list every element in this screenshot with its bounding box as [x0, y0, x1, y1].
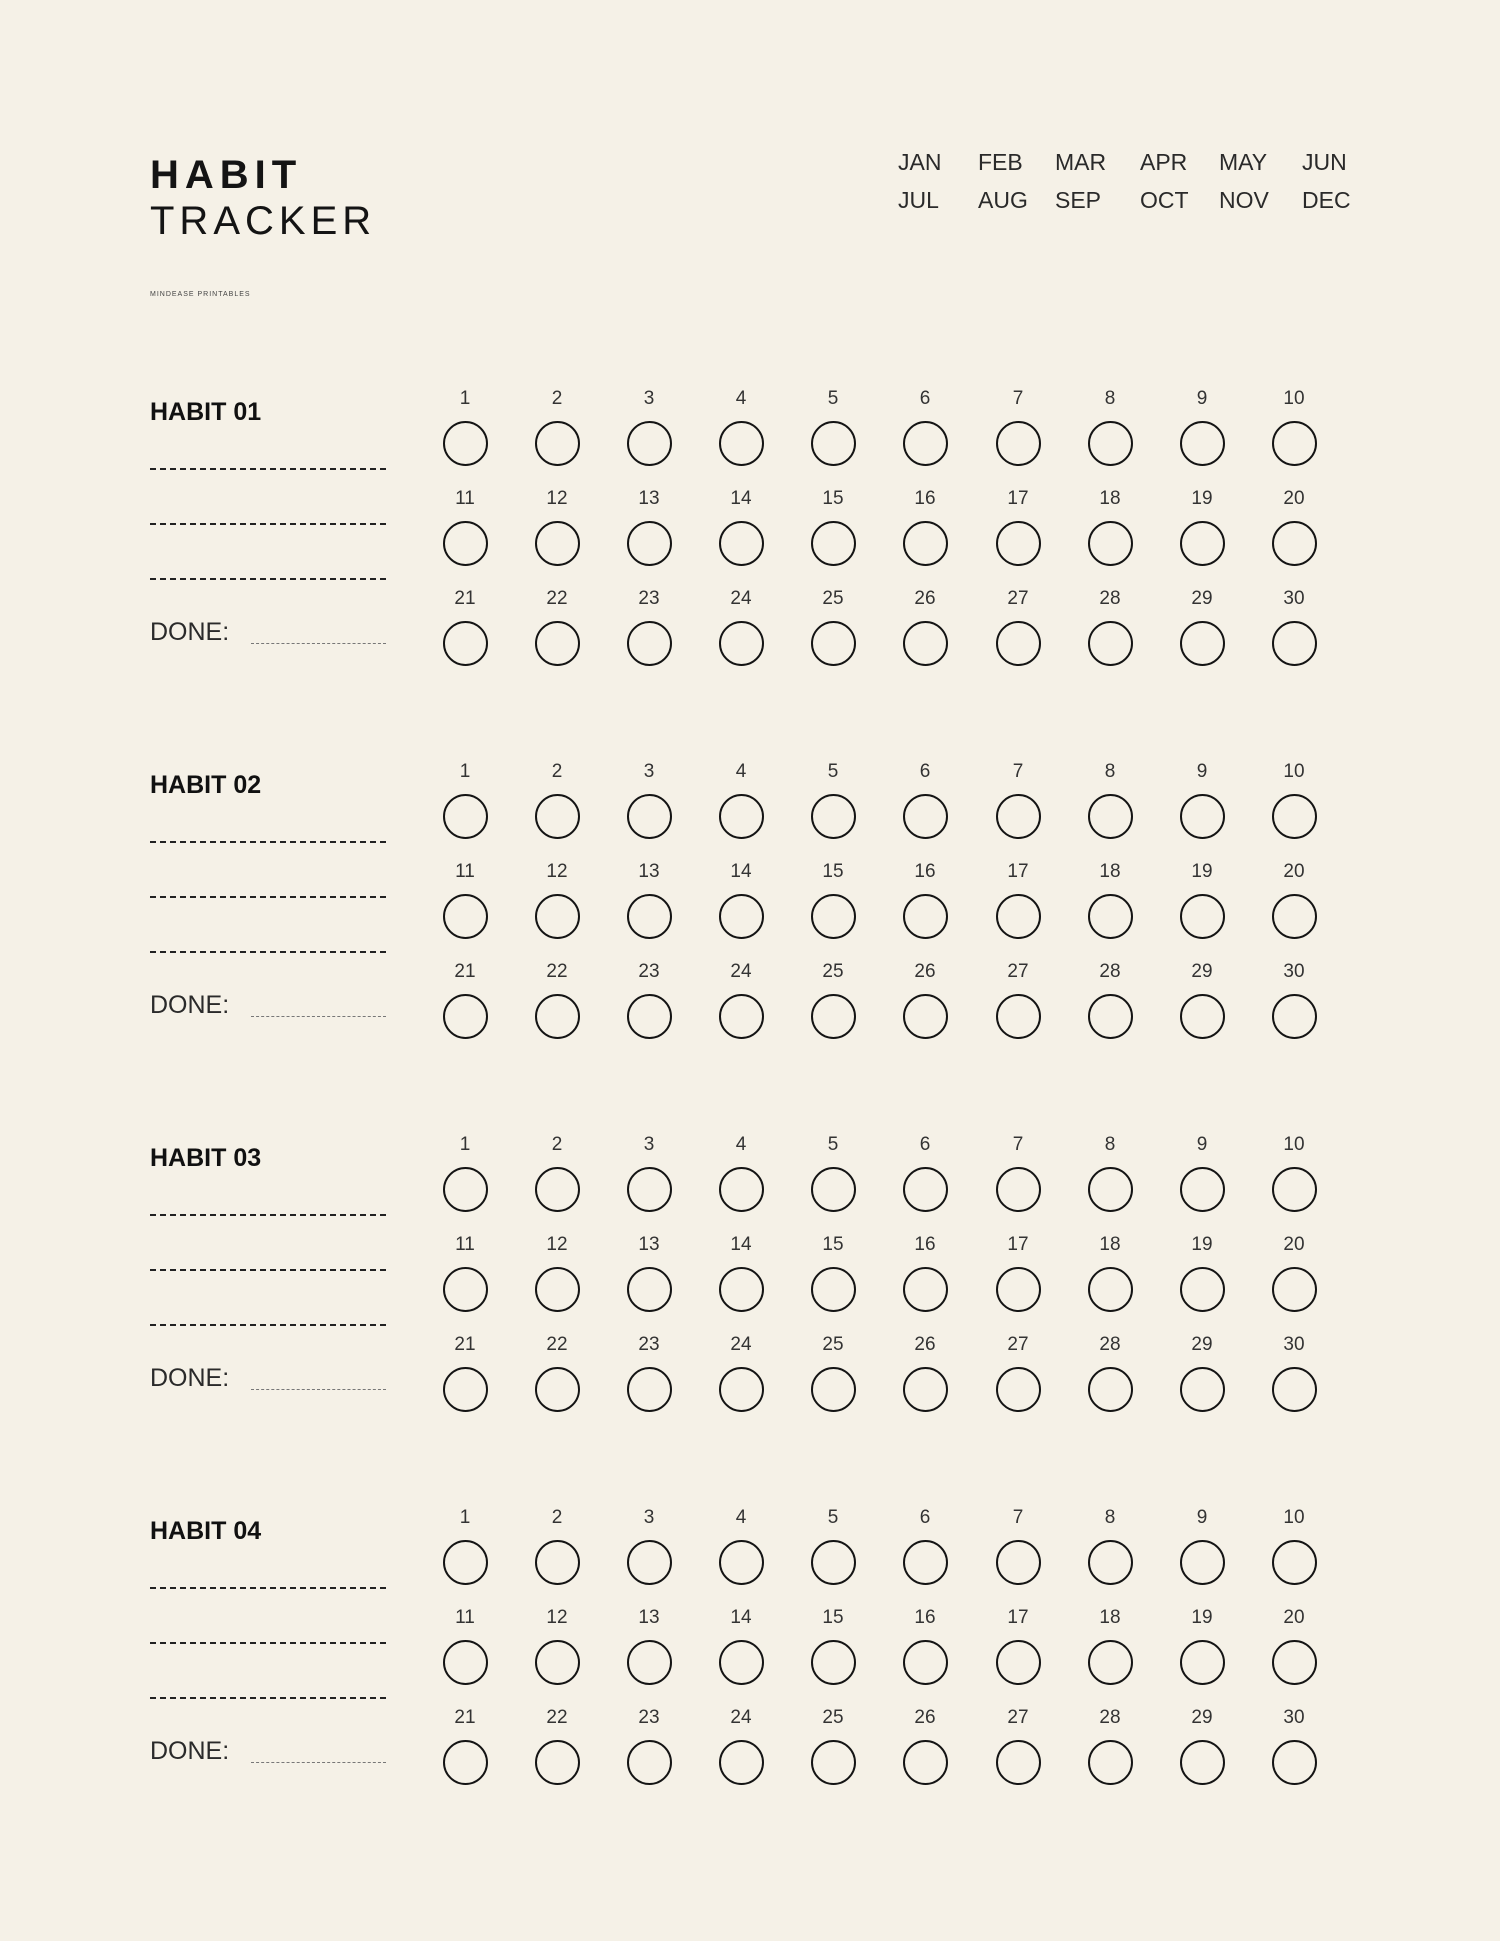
day-number: 5	[827, 388, 839, 409]
title-block	[150, 152, 376, 244]
day-checkbox-circle[interactable]	[996, 621, 1041, 666]
day-number: 22	[546, 588, 568, 609]
month-sep[interactable]: SEP	[1055, 187, 1102, 213]
day-number: 24	[730, 1334, 752, 1355]
day-number: 5	[827, 761, 839, 782]
day-number: 2	[551, 1134, 563, 1155]
habit-note-line-1[interactable]	[150, 1214, 386, 1216]
day-checkbox-circle[interactable]	[996, 794, 1041, 839]
day-checkbox-circle[interactable]	[1088, 1540, 1133, 1585]
day-number: 26	[914, 1707, 936, 1728]
day-number: 15	[822, 1607, 844, 1628]
day-number: 9	[1196, 761, 1208, 782]
habit-note-line-3[interactable]	[150, 951, 386, 953]
day-number: 20	[1283, 1234, 1305, 1255]
day-checkbox-circle[interactable]	[535, 521, 580, 566]
day-checkbox-circle[interactable]	[535, 1267, 580, 1312]
day-number: 19	[1191, 1234, 1213, 1255]
month-feb[interactable]: FEB	[978, 149, 1023, 175]
day-number: 6	[919, 761, 931, 782]
month-oct[interactable]: OCT	[1140, 187, 1189, 213]
day-checkbox-circle[interactable]	[903, 1167, 948, 1212]
day-checkbox-circle[interactable]	[903, 894, 948, 939]
day-checkbox-circle[interactable]	[1088, 794, 1133, 839]
day-number: 15	[822, 1234, 844, 1255]
day-number: 30	[1283, 1334, 1305, 1355]
day-number: 23	[638, 961, 660, 982]
day-checkbox-circle[interactable]	[1180, 521, 1225, 566]
done-label: DONE:	[150, 1737, 230, 1765]
day-checkbox-circle[interactable]	[535, 994, 580, 1039]
day-number: 6	[919, 388, 931, 409]
day-checkbox-circle[interactable]	[535, 1167, 580, 1212]
habit-note-line-2[interactable]	[150, 523, 386, 525]
day-checkbox-circle[interactable]	[903, 421, 948, 466]
day-number: 10	[1283, 388, 1305, 409]
day-checkbox-circle[interactable]	[903, 1540, 948, 1585]
day-checkbox-circle[interactable]	[443, 621, 488, 666]
page-title-tracker: TRACKER	[150, 199, 377, 243]
day-number: 2	[551, 388, 563, 409]
day-number: 4	[735, 388, 747, 409]
habit-title: HABIT 02	[150, 771, 262, 799]
day-checkbox-circle[interactable]	[443, 1167, 488, 1212]
habit-note-line-1[interactable]	[150, 468, 386, 470]
day-number: 11	[455, 861, 475, 882]
day-checkbox-circle[interactable]	[719, 521, 764, 566]
day-checkbox-circle[interactable]	[1272, 794, 1317, 839]
day-checkbox-circle[interactable]	[903, 1740, 948, 1785]
day-number: 27	[1007, 588, 1029, 609]
month-selector	[898, 148, 1362, 215]
day-checkbox-circle[interactable]	[1180, 1740, 1225, 1785]
done-label: DONE:	[150, 991, 230, 1019]
day-number: 25	[822, 961, 844, 982]
day-number: 17	[1007, 1234, 1029, 1255]
habit-note-line-3[interactable]	[150, 1697, 386, 1699]
day-checkbox-circle[interactable]	[719, 1640, 764, 1685]
day-checkbox-circle[interactable]	[719, 1540, 764, 1585]
day-number: 21	[454, 1334, 476, 1355]
day-checkbox-circle[interactable]	[903, 994, 948, 1039]
day-checkbox-circle[interactable]	[996, 421, 1041, 466]
day-checkbox-circle[interactable]	[1272, 1267, 1317, 1312]
day-number: 14	[730, 1234, 752, 1255]
done-input-line[interactable]	[251, 1762, 386, 1763]
day-checkbox-circle[interactable]	[996, 1640, 1041, 1685]
day-number: 22	[546, 961, 568, 982]
day-checkbox-circle[interactable]	[535, 1540, 580, 1585]
day-number: 12	[546, 1234, 568, 1255]
day-number: 2	[551, 1507, 563, 1528]
day-number: 28	[1099, 1707, 1121, 1728]
day-checkbox-circle[interactable]	[1180, 1367, 1225, 1412]
day-checkbox-circle[interactable]	[1180, 621, 1225, 666]
done-label: DONE:	[150, 618, 230, 646]
day-checkbox-circle[interactable]	[811, 794, 856, 839]
day-number: 12	[546, 861, 568, 882]
day-number: 1	[459, 388, 471, 409]
day-checkbox-circle[interactable]	[811, 1367, 856, 1412]
day-checkbox-circle[interactable]	[1088, 1367, 1133, 1412]
day-number: 7	[1012, 388, 1024, 409]
day-number: 11	[455, 488, 475, 509]
day-number: 24	[730, 1707, 752, 1728]
day-number: 19	[1191, 1607, 1213, 1628]
done-label: DONE:	[150, 1364, 230, 1392]
day-number: 23	[638, 588, 660, 609]
habit-section-02	[0, 761, 1500, 1071]
day-checkbox-circle[interactable]	[1088, 521, 1133, 566]
day-number: 21	[454, 1707, 476, 1728]
day-checkbox-circle[interactable]	[1180, 1167, 1225, 1212]
day-checkbox-circle[interactable]	[996, 1740, 1041, 1785]
day-number: 16	[914, 1234, 936, 1255]
day-number: 12	[546, 488, 568, 509]
day-number: 7	[1012, 1134, 1024, 1155]
habit-title: HABIT 04	[150, 1517, 262, 1545]
day-checkbox-circle[interactable]	[1180, 794, 1225, 839]
day-checkbox-circle[interactable]	[1088, 994, 1133, 1039]
habit-note-line-3[interactable]	[150, 578, 386, 580]
day-number: 20	[1283, 488, 1305, 509]
day-checkbox-circle[interactable]	[719, 1267, 764, 1312]
day-checkbox-circle[interactable]	[443, 794, 488, 839]
day-number: 3	[643, 761, 655, 782]
day-checkbox-circle[interactable]	[1180, 994, 1225, 1039]
day-number: 3	[643, 388, 655, 409]
day-checkbox-circle[interactable]	[535, 1367, 580, 1412]
habit-note-line-3[interactable]	[150, 1324, 386, 1326]
day-number: 22	[546, 1334, 568, 1355]
day-checkbox-circle[interactable]	[535, 894, 580, 939]
day-checkbox-circle[interactable]	[811, 1640, 856, 1685]
month-jul[interactable]: JUL	[898, 187, 939, 213]
habit-note-line-2[interactable]	[150, 1642, 386, 1644]
day-number: 15	[822, 488, 844, 509]
day-checkbox-circle[interactable]	[1180, 421, 1225, 466]
day-checkbox-circle[interactable]	[719, 621, 764, 666]
day-number: 20	[1283, 1607, 1305, 1628]
day-number: 23	[638, 1334, 660, 1355]
day-checkbox-circle[interactable]	[627, 421, 672, 466]
done-input-line[interactable]	[251, 1016, 386, 1017]
day-checkbox-circle[interactable]	[1272, 1167, 1317, 1212]
day-checkbox-circle[interactable]	[811, 894, 856, 939]
done-input-line[interactable]	[251, 643, 386, 644]
day-checkbox-circle[interactable]	[719, 1740, 764, 1785]
day-number: 16	[914, 1607, 936, 1628]
day-checkbox-circle[interactable]	[719, 794, 764, 839]
month-jun[interactable]: JUN	[1302, 149, 1347, 175]
month-jan[interactable]: JAN	[898, 149, 942, 175]
day-checkbox-circle[interactable]	[443, 1540, 488, 1585]
day-number: 29	[1191, 1707, 1213, 1728]
page-title-habit: HABIT	[150, 153, 303, 197]
day-checkbox-circle[interactable]	[719, 421, 764, 466]
day-number: 29	[1191, 961, 1213, 982]
day-number: 10	[1283, 1134, 1305, 1155]
day-checkbox-circle[interactable]	[627, 1267, 672, 1312]
day-checkbox-circle[interactable]	[1088, 421, 1133, 466]
day-number: 20	[1283, 861, 1305, 882]
month-mar[interactable]: MAR	[1055, 149, 1107, 175]
day-number: 19	[1191, 861, 1213, 882]
day-number: 6	[919, 1507, 931, 1528]
day-checkbox-circle[interactable]	[996, 1267, 1041, 1312]
day-checkbox-circle[interactable]	[627, 621, 672, 666]
day-checkbox-circle[interactable]	[443, 994, 488, 1039]
day-number: 9	[1196, 388, 1208, 409]
day-number: 1	[459, 761, 471, 782]
day-number: 10	[1283, 761, 1305, 782]
day-number: 13	[638, 1234, 660, 1255]
day-checkbox-circle[interactable]	[1272, 1640, 1317, 1685]
day-checkbox-circle[interactable]	[996, 1167, 1041, 1212]
day-number: 6	[919, 1134, 931, 1155]
day-checkbox-circle[interactable]	[627, 1367, 672, 1412]
day-number: 17	[1007, 488, 1029, 509]
day-checkbox-circle[interactable]	[1088, 1740, 1133, 1785]
day-checkbox-circle[interactable]	[627, 1640, 672, 1685]
habit-note-line-2[interactable]	[150, 1269, 386, 1271]
day-number: 5	[827, 1507, 839, 1528]
day-number: 3	[643, 1507, 655, 1528]
day-number: 22	[546, 1707, 568, 1728]
day-checkbox-circle[interactable]	[719, 994, 764, 1039]
day-checkbox-circle[interactable]	[903, 1267, 948, 1312]
month-aug[interactable]: AUG	[978, 187, 1028, 213]
day-number: 30	[1283, 1707, 1305, 1728]
day-checkbox-circle[interactable]	[811, 994, 856, 1039]
day-number: 28	[1099, 961, 1121, 982]
habit-note-line-1[interactable]	[150, 1587, 386, 1589]
day-number: 4	[735, 1134, 747, 1155]
day-checkbox-circle[interactable]	[1088, 621, 1133, 666]
day-checkbox-circle[interactable]	[627, 1540, 672, 1585]
day-number: 29	[1191, 1334, 1213, 1355]
done-input-line[interactable]	[251, 1389, 386, 1390]
day-checkbox-circle[interactable]	[443, 521, 488, 566]
day-checkbox-circle[interactable]	[1272, 894, 1317, 939]
day-checkbox-circle[interactable]	[443, 1367, 488, 1412]
day-number: 3	[643, 1134, 655, 1155]
day-number: 29	[1191, 588, 1213, 609]
day-checkbox-circle[interactable]	[719, 1367, 764, 1412]
day-number: 25	[822, 1334, 844, 1355]
day-checkbox-circle[interactable]	[627, 794, 672, 839]
day-number: 21	[454, 588, 476, 609]
day-checkbox-circle[interactable]	[719, 894, 764, 939]
day-number: 21	[454, 961, 476, 982]
day-number: 30	[1283, 588, 1305, 609]
day-number: 16	[914, 488, 936, 509]
day-number: 27	[1007, 1334, 1029, 1355]
day-checkbox-circle[interactable]	[1180, 894, 1225, 939]
month-may[interactable]: MAY	[1219, 149, 1268, 175]
day-checkbox-circle[interactable]	[1180, 1640, 1225, 1685]
habit-title: HABIT 01	[150, 398, 262, 426]
day-number: 1	[459, 1134, 471, 1155]
day-number: 27	[1007, 1707, 1029, 1728]
day-number: 9	[1196, 1134, 1208, 1155]
month-dec[interactable]: DEC	[1302, 187, 1351, 213]
day-checkbox-circle[interactable]	[811, 1540, 856, 1585]
day-checkbox-circle[interactable]	[443, 1740, 488, 1785]
day-checkbox-circle[interactable]	[627, 894, 672, 939]
day-number: 8	[1104, 1507, 1116, 1528]
day-number: 18	[1099, 861, 1121, 882]
day-checkbox-circle[interactable]	[1088, 1267, 1133, 1312]
day-number: 14	[730, 1607, 752, 1628]
day-number: 18	[1099, 488, 1121, 509]
day-checkbox-circle[interactable]	[903, 794, 948, 839]
habit-section-03	[0, 1134, 1500, 1444]
day-checkbox-circle[interactable]	[627, 521, 672, 566]
day-checkbox-circle[interactable]	[903, 1640, 948, 1685]
day-number: 5	[827, 1134, 839, 1155]
day-number: 17	[1007, 861, 1029, 882]
day-checkbox-circle[interactable]	[1272, 1540, 1317, 1585]
day-checkbox-circle[interactable]	[443, 1640, 488, 1685]
habit-note-line-1[interactable]	[150, 841, 386, 843]
day-checkbox-circle[interactable]	[627, 1167, 672, 1212]
day-number: 8	[1104, 1134, 1116, 1155]
day-checkbox-circle[interactable]	[1180, 1540, 1225, 1585]
day-checkbox-circle[interactable]	[996, 1540, 1041, 1585]
month-apr[interactable]: APR	[1140, 149, 1188, 175]
day-checkbox-circle[interactable]	[811, 1740, 856, 1785]
day-checkbox-circle[interactable]	[996, 521, 1041, 566]
day-number: 9	[1196, 1507, 1208, 1528]
day-checkbox-circle[interactable]	[996, 994, 1041, 1039]
day-number: 7	[1012, 761, 1024, 782]
day-checkbox-circle[interactable]	[1272, 994, 1317, 1039]
day-number: 18	[1099, 1607, 1121, 1628]
day-number: 11	[455, 1607, 475, 1628]
day-number: 19	[1191, 488, 1213, 509]
day-number: 16	[914, 861, 936, 882]
day-checkbox-circle[interactable]	[811, 521, 856, 566]
day-checkbox-circle[interactable]	[627, 994, 672, 1039]
day-checkbox-circle[interactable]	[1272, 421, 1317, 466]
day-checkbox-circle[interactable]	[811, 1267, 856, 1312]
day-number: 4	[735, 761, 747, 782]
day-number: 13	[638, 488, 660, 509]
day-checkbox-circle[interactable]	[1180, 1267, 1225, 1312]
day-checkbox-circle[interactable]	[1088, 1167, 1133, 1212]
day-checkbox-circle[interactable]	[1272, 621, 1317, 666]
day-number: 28	[1099, 1334, 1121, 1355]
day-number: 10	[1283, 1507, 1305, 1528]
day-checkbox-circle[interactable]	[811, 1167, 856, 1212]
day-checkbox-circle[interactable]	[903, 1367, 948, 1412]
day-checkbox-circle[interactable]	[1088, 894, 1133, 939]
day-checkbox-circle[interactable]	[443, 421, 488, 466]
day-number: 4	[735, 1507, 747, 1528]
day-number: 14	[730, 488, 752, 509]
day-checkbox-circle[interactable]	[535, 1640, 580, 1685]
month-nov[interactable]: NOV	[1219, 187, 1269, 213]
day-checkbox-circle[interactable]	[811, 621, 856, 666]
habit-note-line-2[interactable]	[150, 896, 386, 898]
day-number: 1	[459, 1507, 471, 1528]
day-number: 30	[1283, 961, 1305, 982]
day-checkbox-circle[interactable]	[535, 621, 580, 666]
day-number: 13	[638, 1607, 660, 1628]
habit-title: HABIT 03	[150, 1144, 262, 1172]
day-number: 28	[1099, 588, 1121, 609]
day-number: 7	[1012, 1507, 1024, 1528]
habit-section-04	[0, 1507, 1500, 1817]
day-number: 18	[1099, 1234, 1121, 1255]
day-number: 8	[1104, 761, 1116, 782]
day-number: 17	[1007, 1607, 1029, 1628]
day-checkbox-circle[interactable]	[1272, 1367, 1317, 1412]
day-checkbox-circle[interactable]	[996, 1367, 1041, 1412]
day-number: 24	[730, 588, 752, 609]
day-checkbox-circle[interactable]	[903, 621, 948, 666]
day-number: 2	[551, 761, 563, 782]
day-checkbox-circle[interactable]	[443, 1267, 488, 1312]
day-number: 25	[822, 588, 844, 609]
day-checkbox-circle[interactable]	[1272, 1740, 1317, 1785]
day-number: 25	[822, 1707, 844, 1728]
day-number: 13	[638, 861, 660, 882]
day-checkbox-circle[interactable]	[535, 421, 580, 466]
habit-section-01	[0, 388, 1500, 698]
day-number: 26	[914, 1334, 936, 1355]
day-checkbox-circle[interactable]	[535, 794, 580, 839]
day-checkbox-circle[interactable]	[903, 521, 948, 566]
day-checkbox-circle[interactable]	[443, 894, 488, 939]
day-number: 15	[822, 861, 844, 882]
day-number: 24	[730, 961, 752, 982]
day-number: 27	[1007, 961, 1029, 982]
day-checkbox-circle[interactable]	[1272, 521, 1317, 566]
day-number: 12	[546, 1607, 568, 1628]
day-checkbox-circle[interactable]	[811, 421, 856, 466]
day-checkbox-circle[interactable]	[996, 894, 1041, 939]
day-number: 8	[1104, 388, 1116, 409]
day-number: 14	[730, 861, 752, 882]
day-number: 26	[914, 961, 936, 982]
brand-label: MINDEASE PRINTABLES	[150, 291, 251, 298]
day-number: 11	[455, 1234, 475, 1255]
day-number: 23	[638, 1707, 660, 1728]
day-checkbox-circle[interactable]	[719, 1167, 764, 1212]
day-number: 26	[914, 588, 936, 609]
day-checkbox-circle[interactable]	[535, 1740, 580, 1785]
day-checkbox-circle[interactable]	[1088, 1640, 1133, 1685]
day-checkbox-circle[interactable]	[627, 1740, 672, 1785]
